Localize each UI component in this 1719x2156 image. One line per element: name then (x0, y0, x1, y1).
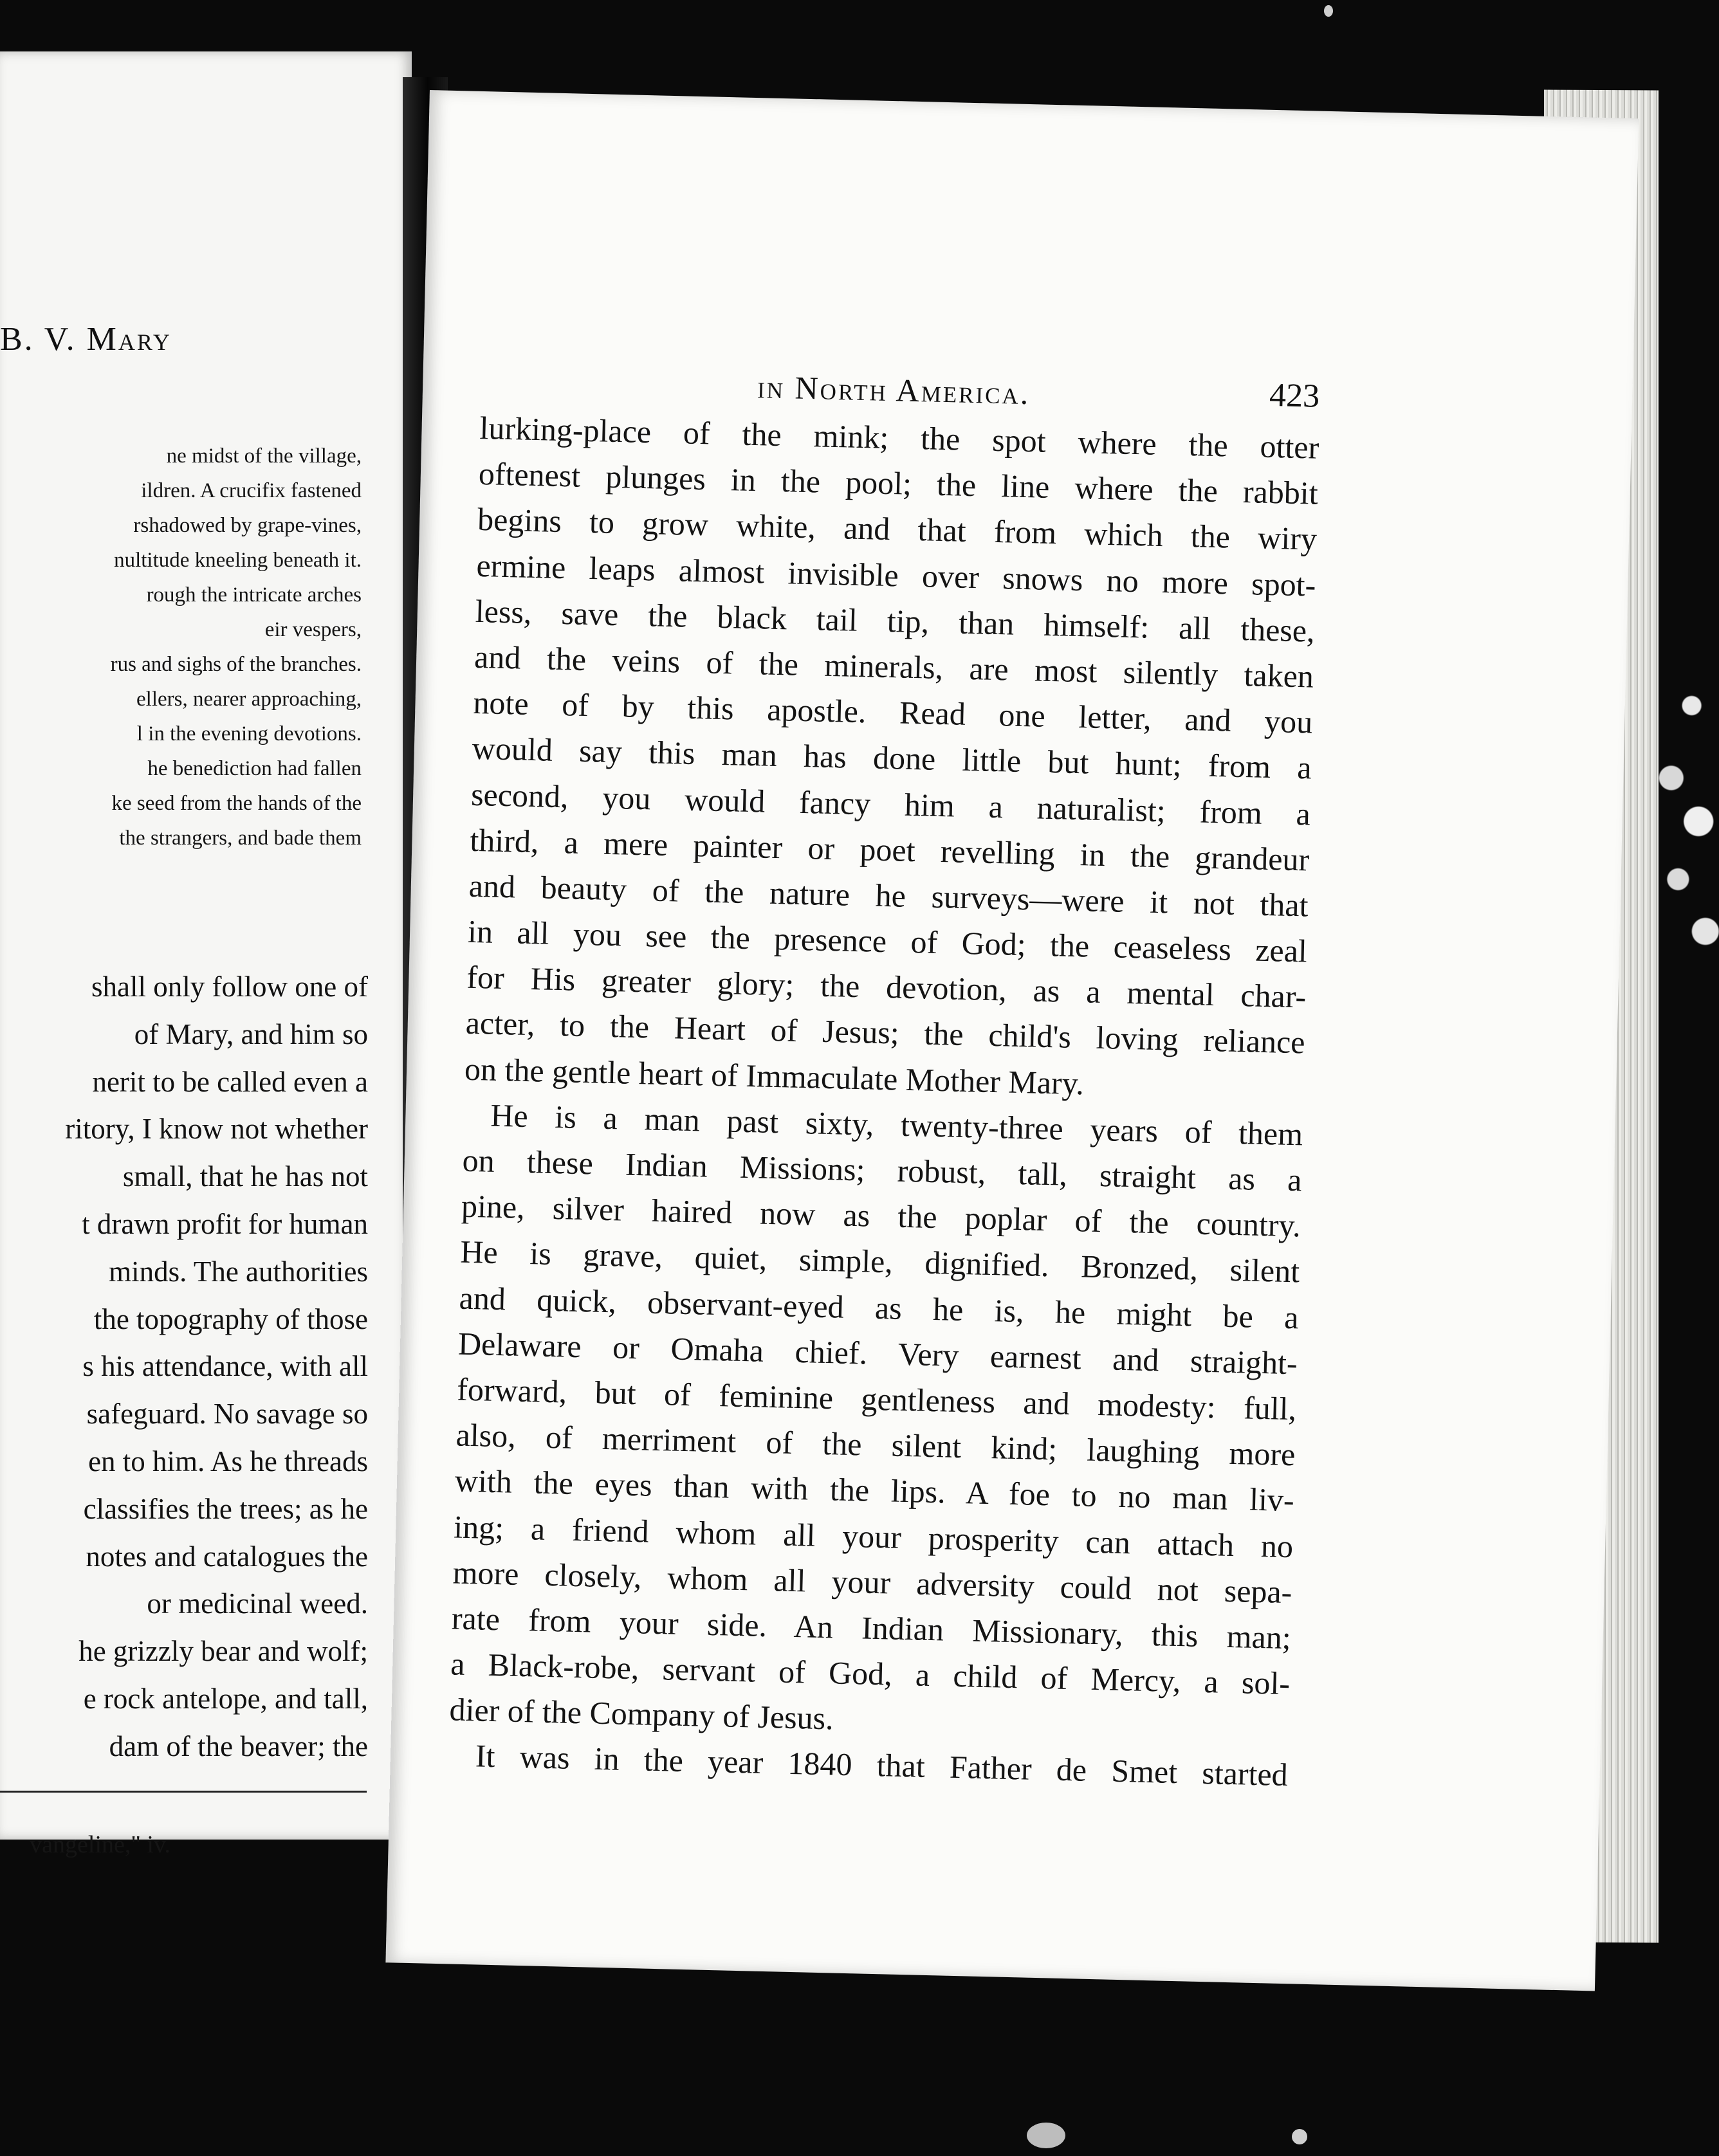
left-body-line: or medicinal weed. (147, 1587, 368, 1620)
text-line: second, you would fancy him a naturalist; from a (470, 776, 1311, 832)
right-body-text (448, 405, 1319, 1798)
left-small-line: rshadowed by grape-vines, (133, 514, 362, 537)
left-body-line: safeguard. No savage so (86, 1398, 368, 1430)
left-small-line: ke seed from the hands of the (111, 792, 362, 815)
text-line: pine, silver haired now as the poplar of the country. (461, 1187, 1301, 1244)
left-small-line: ne midst of the village, (166, 444, 362, 468)
text-line: on these Indian Missions; robust, tall, straight as a (462, 1142, 1303, 1198)
left-body-line: he grizzly bear and wolf; (78, 1635, 368, 1668)
text-line: on the gentle heart of Immaculate Mother Mary. (464, 1050, 1085, 1102)
scan-speck (1324, 5, 1333, 17)
left-body-line: en to him. As he threads (88, 1445, 368, 1477)
left-body-line: of Mary, and him so (134, 1018, 368, 1050)
text-line: third, a mere painter or poet revelling in the grandeur (469, 821, 1310, 878)
text-line: It was in the year 1840 that Father de Smet started (475, 1737, 1289, 1793)
footnote-rule (0, 1791, 367, 1793)
text-line: and the veins of the minerals, are most silently taken (473, 638, 1314, 695)
text-line: and quick, observant-eyed as he is, he might be a (459, 1279, 1300, 1335)
left-small-line: ellers, nearer approaching, (136, 688, 362, 711)
left-body-line: nerit to be called even a (92, 1065, 368, 1098)
left-body-line: shall only follow one of (91, 971, 368, 1003)
left-body-line: small, that he has not (122, 1160, 368, 1193)
right-page (385, 90, 1639, 1991)
text-line: He is grave, quiet, simple, dignified. Bronzed, silent (459, 1234, 1300, 1290)
right-running-head: in North America. (757, 369, 1031, 412)
text-line: with the eyes than with the lips. A foe to no man liv- (454, 1462, 1295, 1519)
left-page (0, 51, 412, 1858)
text-line: a Black-robe, servant of God, a child of Mercy, a sol- (450, 1645, 1291, 1702)
scan-speck (1292, 2129, 1307, 2144)
text-line: lurking-place of the mink; the spot where the otter (479, 409, 1319, 466)
left-poem-excerpt (0, 439, 362, 855)
left-body-line: minds. The authorities (109, 1255, 368, 1288)
left-footnote: vangeline," iv. (30, 1831, 170, 1858)
left-body-line: the topography of those (93, 1302, 368, 1335)
left-small-line: he benediction had fallen (147, 757, 362, 780)
scan-speck (1027, 2123, 1065, 2148)
left-body-text (0, 964, 368, 1771)
text-line: in all you see the presence of God; the ceaseless zeal (467, 913, 1308, 969)
text-line: would say this man has done little but hunt; from a (472, 730, 1312, 786)
text-line: and beauty of the nature he surveys—were it not that (468, 867, 1309, 924)
text-line: note of by this apostle. Read one letter, and you (472, 684, 1313, 740)
left-small-line: eir vespers, (264, 618, 362, 641)
text-line: also, of merriment of the silent kind; laughing more (455, 1416, 1296, 1473)
page-number: 423 (1269, 376, 1320, 415)
text-line: He is a man past sixty, twenty-three years of them (490, 1097, 1303, 1153)
text-line: less, save the black tail tip, than himself: all these, (475, 592, 1316, 649)
left-body-line: t drawn profit for human (82, 1207, 368, 1240)
text-line: begins to grow white, and that from which the wiry (477, 501, 1318, 558)
left-body-line: notes and catalogues the (86, 1540, 368, 1573)
scan-noise-patch (1651, 677, 1719, 966)
text-line: for His greater glory; the devotion, as a mental char- (466, 958, 1307, 1015)
left-body-line: dam of the beaver; the (109, 1730, 368, 1762)
left-small-line: nultitude kneeling beneath it. (114, 549, 362, 572)
left-body-line: e rock antelope, and tall, (83, 1682, 368, 1715)
text-line: ermine leaps almost invisible over snows no more spot- (475, 547, 1316, 603)
left-small-line: ildren. A crucifix fastened (141, 479, 362, 502)
left-small-line: the strangers, and bade them (119, 827, 362, 850)
left-small-line: l in the evening devotions. (136, 722, 362, 745)
left-running-head: B. V. Mary (0, 321, 172, 358)
text-line: acter, to the Heart of Jesus; the child's loving reliance (465, 1005, 1306, 1061)
left-small-line: rough the intricate arches (146, 583, 362, 607)
text-line: Delaware or Omaha chief. Very earnest and straight- (457, 1325, 1298, 1382)
left-body-line: s his attendance, with all (82, 1350, 368, 1383)
text-line: dier of the Company of Jesus. (449, 1691, 834, 1737)
left-small-line: rus and sighs of the branches. (110, 653, 362, 676)
text-line: rate from your side. An Indian Missionary, this man; (451, 1600, 1292, 1656)
left-body-line: ritory, I know not whether (65, 1113, 368, 1146)
text-line: ing; a friend whom all your prosperity can attach no (453, 1508, 1294, 1564)
left-body-line: classifies the trees; as he (83, 1492, 368, 1525)
text-line: more closely, whom all your adversity could not sepa- (452, 1554, 1293, 1610)
text-line: oftenest plunges in the pool; the line where the rabbit (478, 455, 1319, 511)
text-line: forward, but of feminine gentleness and modesty: full, (456, 1371, 1297, 1427)
